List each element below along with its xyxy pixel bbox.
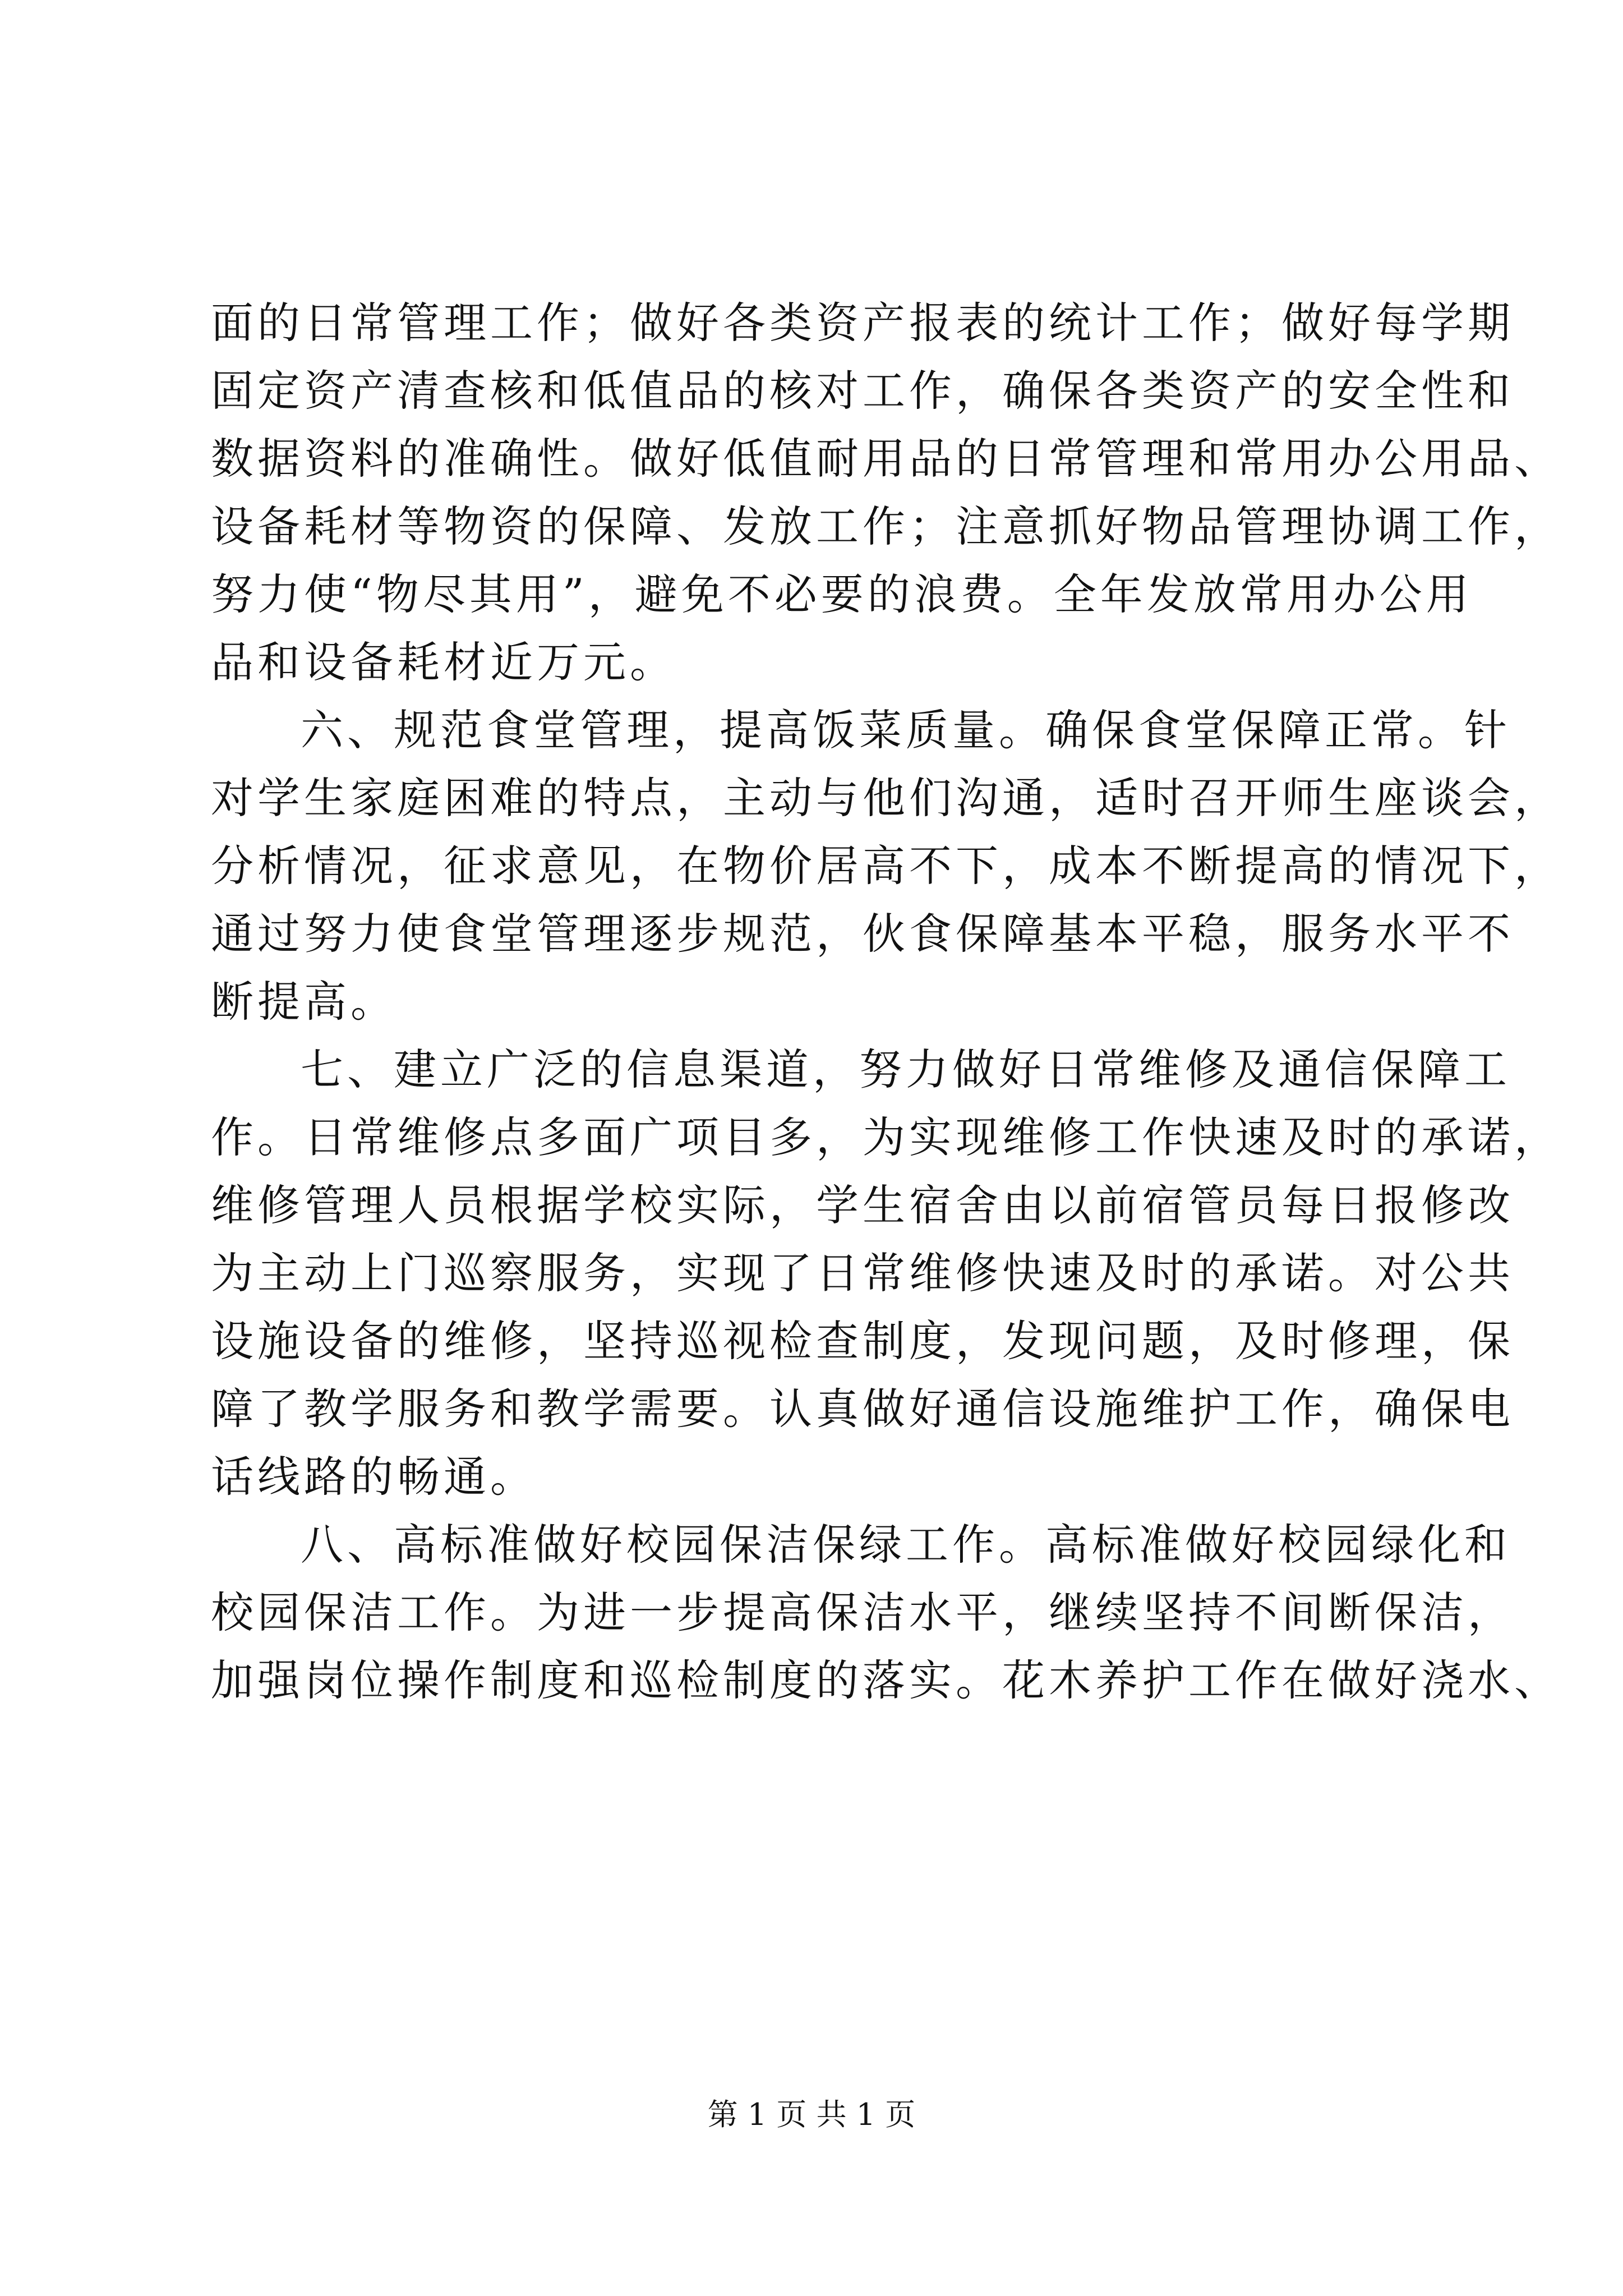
text-line: 维修管理人员根据学校实际，学生宿舍由以前宿管员每日报修改 bbox=[211, 1180, 1514, 1230]
section-heading-line: 八、高标准做好校园保洁保绿工作。高标准做好校园绿化和 bbox=[301, 1520, 1511, 1570]
text-line: 为主动上门巡察服务，实现了日常维修快速及时的承诺。对公共 bbox=[211, 1248, 1514, 1298]
text-line: 通过努力使食堂管理逐步规范，伙食保障基本平稳，服务水平不 bbox=[211, 909, 1514, 959]
section-heading-line: 六、规范食堂管理，提高饭菜质量。确保食堂保障正常。针 bbox=[301, 705, 1511, 755]
text-line: 障了教学服务和教学需要。认真做好通信设施维护工作，确保电 bbox=[211, 1384, 1514, 1434]
text-line: 对学生家庭困难的特点，主动与他们沟通，适时召开师生座谈会， bbox=[211, 773, 1561, 823]
text-line: 作。日常维修点多面广项目多，为实现维修工作快速及时的承诺， bbox=[211, 1112, 1561, 1162]
text-line: 数据资料的准确性。做好低值耐用品的日常管理和常用办公用品、 bbox=[211, 434, 1561, 484]
text-line: 断提高。 bbox=[211, 977, 397, 1027]
text-line: 话线路的畅通。 bbox=[211, 1452, 537, 1502]
text-line: 分析情况，征求意见，在物价居高不下，成本不断提高的情况下， bbox=[211, 841, 1561, 891]
text-line: 设备耗材等物资的保障、发放工作；注意抓好物品管理协调工作， bbox=[211, 501, 1561, 551]
document-body bbox=[211, 289, 1561, 1714]
text-line: 面的日常管理工作；做好各类资产报表的统计工作；做好每学期 bbox=[211, 298, 1514, 348]
text-line: 固定资产清查核和低值品的核对工作，确保各类资产的安全性和 bbox=[211, 366, 1514, 416]
text-line: 校园保洁工作。为进一步提高保洁水平，继续坚持不间断保洁， bbox=[211, 1588, 1514, 1637]
text-line: 努力使“物尽其用”，避免不必要的浪费。全年发放常用办公用 bbox=[211, 569, 1473, 619]
text-line: 加强岗位操作制度和巡检制度的落实。花木养护工作在做好浇水、 bbox=[211, 1655, 1561, 1705]
section-heading-line: 七、建立广泛的信息渠道，努力做好日常维修及通信保障工 bbox=[301, 1045, 1511, 1094]
page-footer: 第 1 页 共 1 页 bbox=[707, 2097, 916, 2132]
text-line: 品和设备耗材近万元。 bbox=[211, 637, 676, 687]
text-line: 设施设备的维修，坚持巡视检查制度，发现问题，及时修理，保 bbox=[211, 1316, 1514, 1366]
